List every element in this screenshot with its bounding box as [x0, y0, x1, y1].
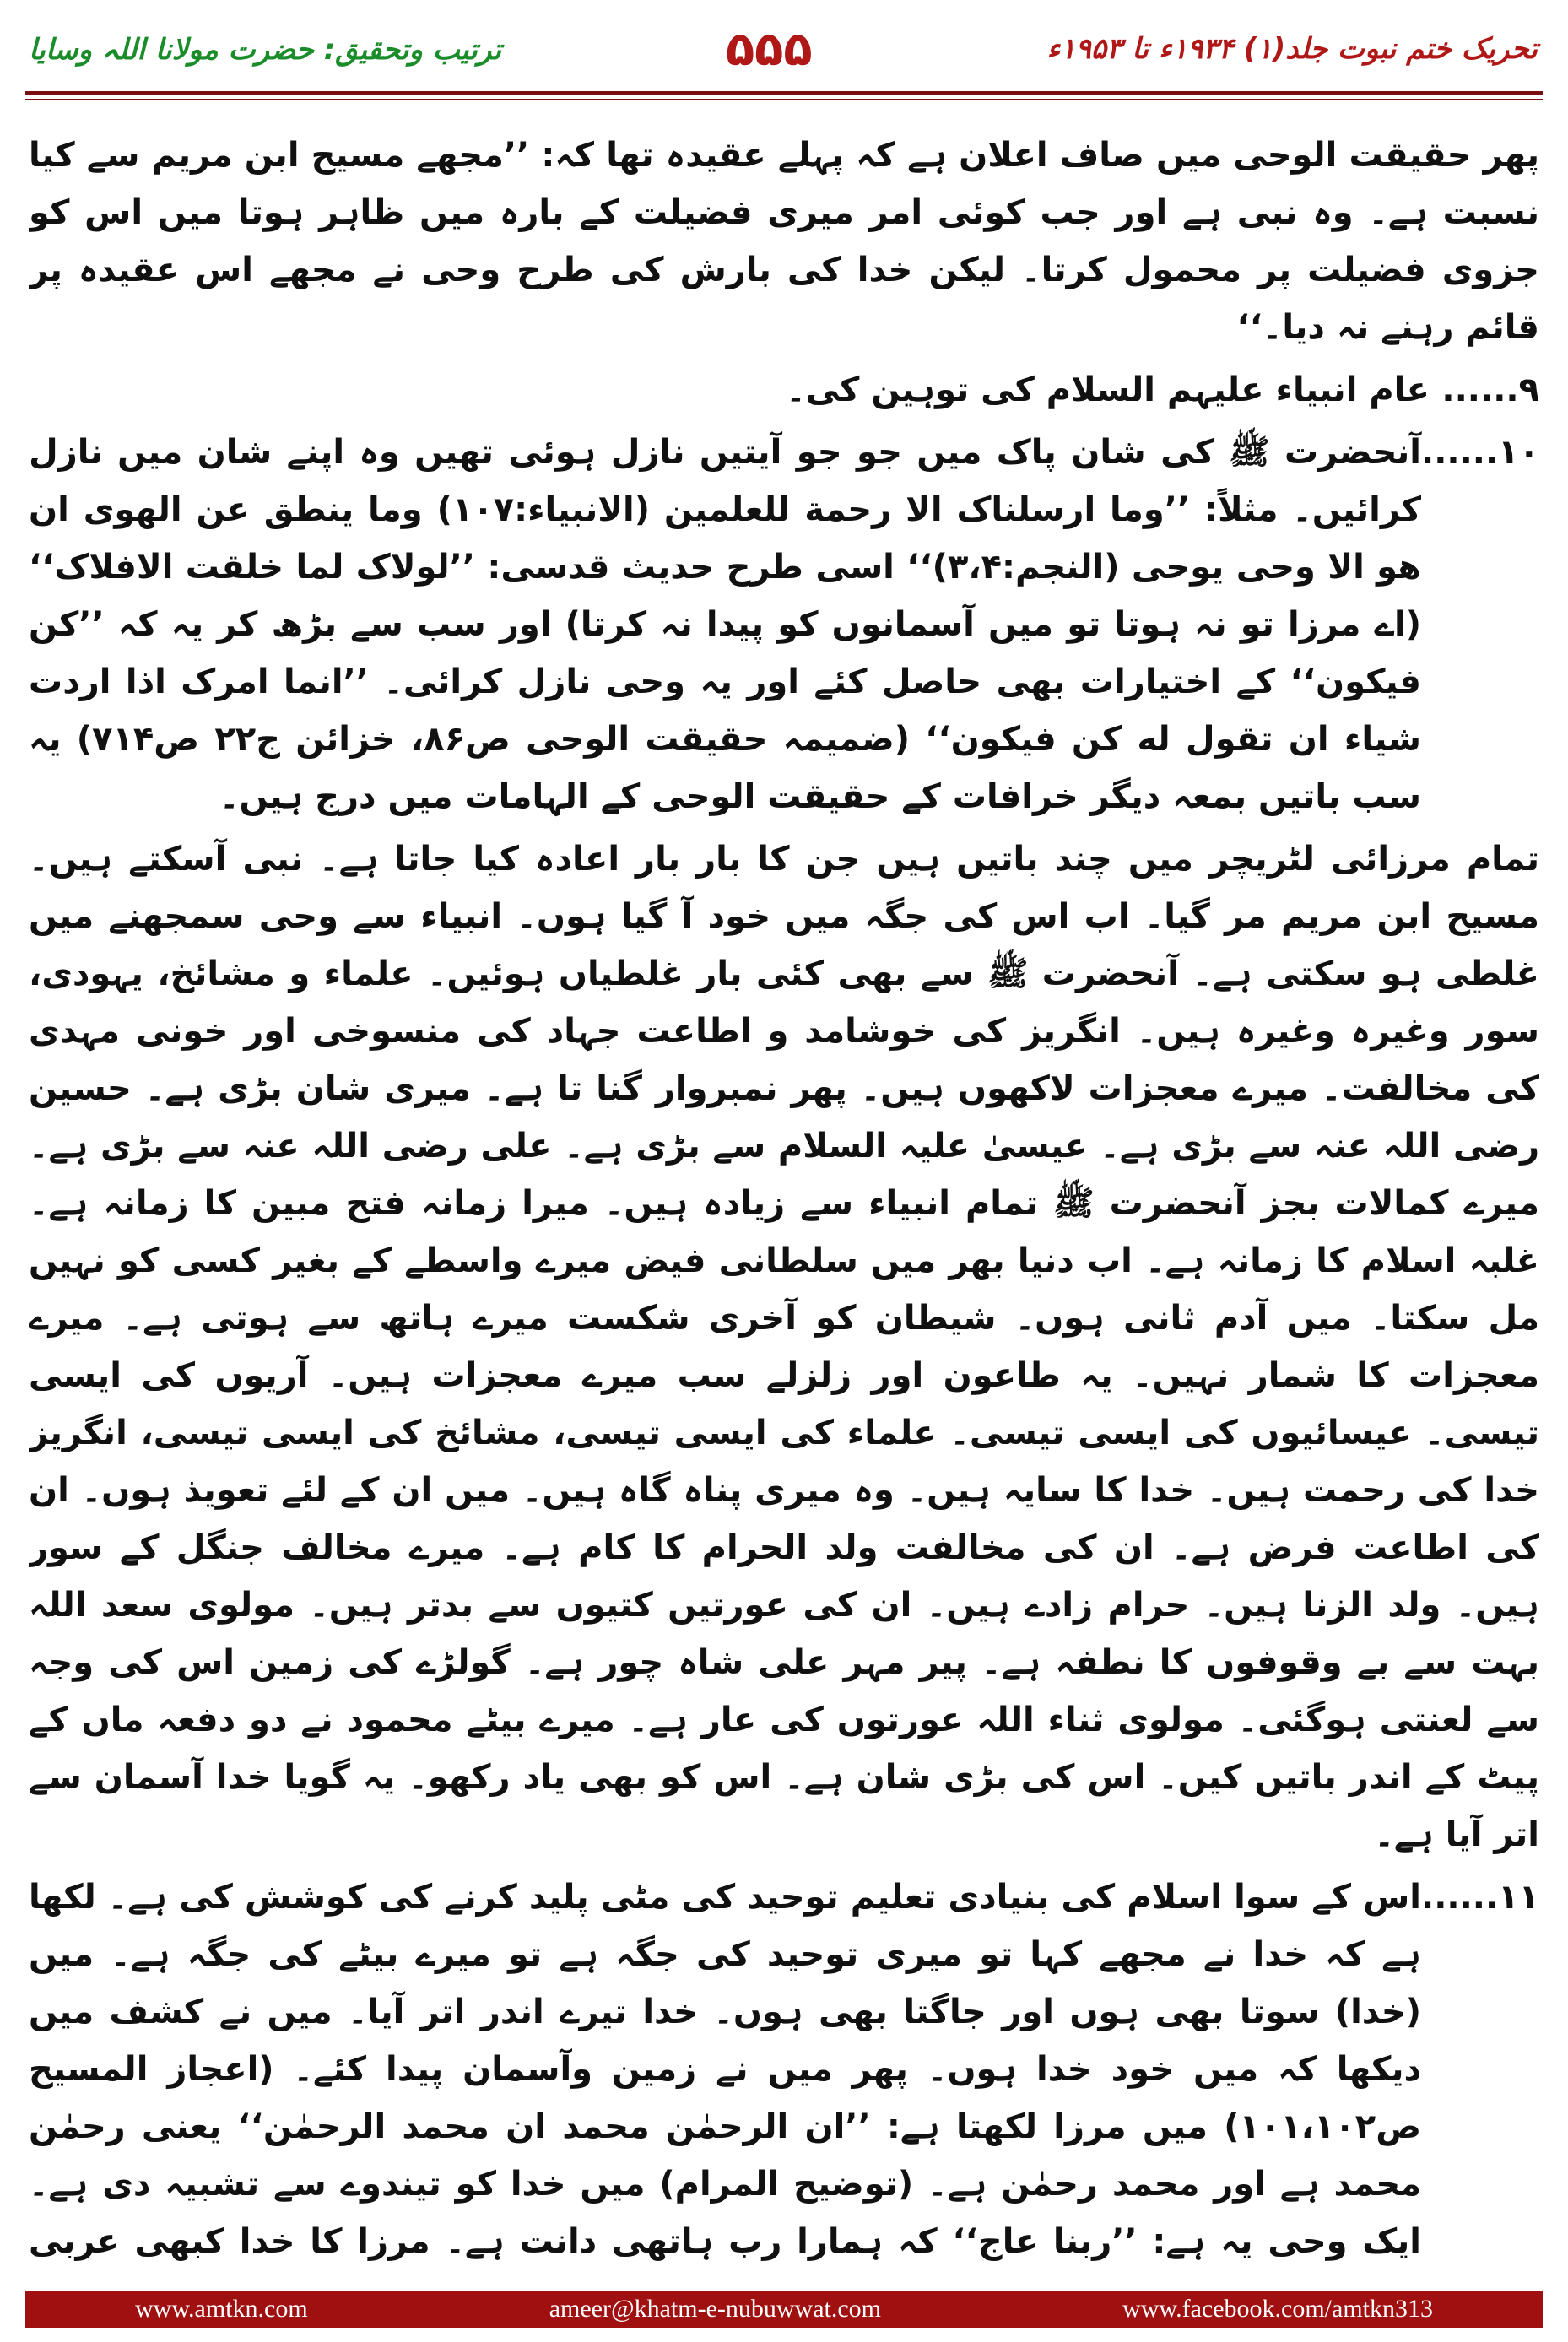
item-number: ۱۱...... [1421, 1878, 1539, 1917]
item-number: ۹...... [1441, 371, 1539, 409]
book-title: تحریک ختم نبوت جلد(۱) ۱۹۳۴ء تا ۱۹۵۳ء [1046, 32, 1538, 66]
item-number: ۱۰...... [1421, 433, 1539, 472]
list-item-11 [29, 1869, 1539, 2270]
page-header [0, 0, 1568, 101]
item-text: عام انبیاء علیہم السلام کی توہین کی۔ [786, 371, 1430, 409]
header-rule [25, 91, 1543, 95]
item-text: اس کے سوا اسلام کی بنیادی تعلیم توحید کی مٹی پلید کرنے کی کوشش کی ہے۔ لکھا ہے کہ خدا نے مجھے کہا تو میری توحید کی جگہ ہے تو میرے بیٹے کی جگہ ہے۔ میں (خدا) سوتا بھی ہوں اور جاگتا بھی ہوں۔ خدا تیرے اندر اتر آیا۔ میں نے کشف میں دیکھا کہ میں خود خدا ہوں۔ پھر میں نے زمین وآسمان پیدا کئے۔ (اعجاز المسیح ص۱۰۱،۱۰۲) میں مرزا لکھتا ہے: ’’ان الرحمٰن محمد ان محمد الرحمٰن‘‘ یعنی رحمٰن محمد ہے اور محمد رحمٰن ہے۔ (توضیح المرام) میں خدا کو تیندوے سے تشبیہ دی ہے۔ ایک وحی یہ ہے: ’’ربنا عاج‘‘ کہ ہمارا رب ہاتھی دانت ہے۔ مرزا کا خدا کبھی عربی [29, 1878, 1421, 2261]
item-text: آنحضرت ﷺ کی شان پاک میں جو جو آیتیں نازل ہوئی تھیں وہ اپنے شان میں نازل کرائیں۔ مثلاً: ’’وما ارسلناک الا رحمة للعلمین (الانبیاء:۱۰۷) وما ینطق عن الهوی ان هو الا وحی یوحی (النجم:۳،۴)‘‘ اسی طرح حدیث قدسی: ’’لولاک لما خلقت الافلاک‘‘ (اے مرزا تو نہ ہوتا تو میں آسمانوں کو پیدا نہ کرتا) اور سب سے بڑھ کر یہ کہ ’’کن فیکون‘‘ کے اختیارات بھی حاصل کئے اور یہ وحی نازل کرائی۔ ’’انما امرک اذا اردت شیاء ان تقول له کن فیکون‘‘ (ضمیمہ حقیقت الوحی ص۸۶، خزائن ج۲۲ ص۷۱۴) یہ سب باتیں بمعہ دیگر خرافات کے حقیقت الوحی کے الہامات میں درج ہیں۔ [29, 433, 1422, 816]
intro-paragraph: پھر حقیقت الوحی میں صاف اعلان ہے کہ پہلے عقیدہ تھا کہ: ’’مجھے مسیح ابن مریم سے کیا نسبت ہے۔ وہ نبی ہے اور جب کوئی امر میری فضیلت کے بارہ میں ظاہر ہوتا میں اس کو جزوی فضیلت پر محمول کرتا۔ لیکن خدا کی بارش کی طرح وحی نے مجھے اس عقیدہ پر قائم رہنے نہ دیا۔‘‘ [29, 136, 1539, 347]
page-number: ۵۵۵ [726, 22, 813, 77]
page-footer [25, 2291, 1543, 2328]
website-link[interactable]: www.amtkn.com [135, 2295, 308, 2323]
list-item-10 [29, 424, 1539, 825]
summary-paragraph: تمام مرزائی لٹریچر میں چند باتیں ہیں جن کا بار بار اعادہ کیا جاتا ہے۔ نبی آسکتے ہیں۔ مسیح ابن مریم مر گیا۔ اب اس کی جگہ میں خود آ گیا ہوں۔ انبیاء سے وحی سمجھنے میں غلطی ہو سکتی ہے۔ آنحضرت ﷺ سے بھی کئی بار غلطیاں ہوئیں۔ علماء و مشائخ، یہودی، سور وغیرہ وغیرہ ہیں۔ انگریز کی خوشامد و اطاعت جہاد کی منسوخی اور خونی مہدی کی مخالفت۔ میرے معجزات لاکھوں ہیں۔ پھر نمبروار گنا تا ہے۔ میری شان بڑی ہے۔ حسین رضی اللہ عنہ سے بڑی ہے۔ عیسیٰ علیہ السلام سے بڑی ہے۔ علی رضی اللہ عنہ سے بڑی ہے۔ میرے کمالات بجز آنحضرت ﷺ تمام انبیاء سے زیادہ ہیں۔ میرا زمانہ فتح مبین کا زمانہ ہے۔ غلبہ اسلام کا زمانہ ہے۔ اب دنیا بھر میں سلطانی فیض میرے واسطے کے بغیر کسی کو نہیں مل سکتا۔ میں آدم ثانی ہوں۔ شیطان کو آخری شکست میرے ہاتھ سے ہوتی ہے۔ میرے معجزات کا شمار نہیں۔ یہ طاعون اور زلزلے سب میرے معجزات ہیں۔ آریوں کی ایسی تیسی۔ عیسائیوں کی ایسی تیسی۔ علماء کی ایسی تیسی، مشائخ کی ایسی تیسی، انگریز خدا کی رحمت ہیں۔ خدا کا سایہ ہیں۔ وہ میری پناہ گاہ ہیں۔ میں ان کے لئے تعویذ ہوں۔ ان کی اطاعت فرض ہے۔ ان کی مخالفت ولد الحرام کا کام ہے۔ میرے مخالف جنگل کے سور ہیں۔ ولد الزنا ہیں۔ حرام زادے ہیں۔ ان کی عورتیں کتیوں سے بدتر ہیں۔ مولوی سعد اللہ بہت سے بے وقوفوں کا نطفہ ہے۔ پیر مہر علی شاہ چور ہے۔ گولڑے کی زمین اس کی وجہ سے لعنتی ہوگئی۔ مولوی ثناء اللہ عورتوں کی عار ہے۔ میرے بیٹے محمود نے دو دفعہ ماں کے پیٹ کے اندر باتیں کیں۔ اس کی بڑی شان ہے۔ اس کو بھی یاد رکھو۔ یہ گویا خدا آسمان سے اتر آیا ہے۔ [29, 840, 1539, 1854]
page-body [29, 127, 1539, 2270]
list-item-9 [29, 361, 1539, 419]
email-link[interactable]: ameer@khatm-e-nubuwwat.com [549, 2295, 882, 2323]
header-rule-thin [25, 99, 1543, 100]
facebook-link[interactable]: www.facebook.com/amtkn313 [1122, 2295, 1433, 2323]
compiler-credit: ترتیب وتحقیق: حضرت مولانا اللہ وسایا [29, 33, 502, 67]
